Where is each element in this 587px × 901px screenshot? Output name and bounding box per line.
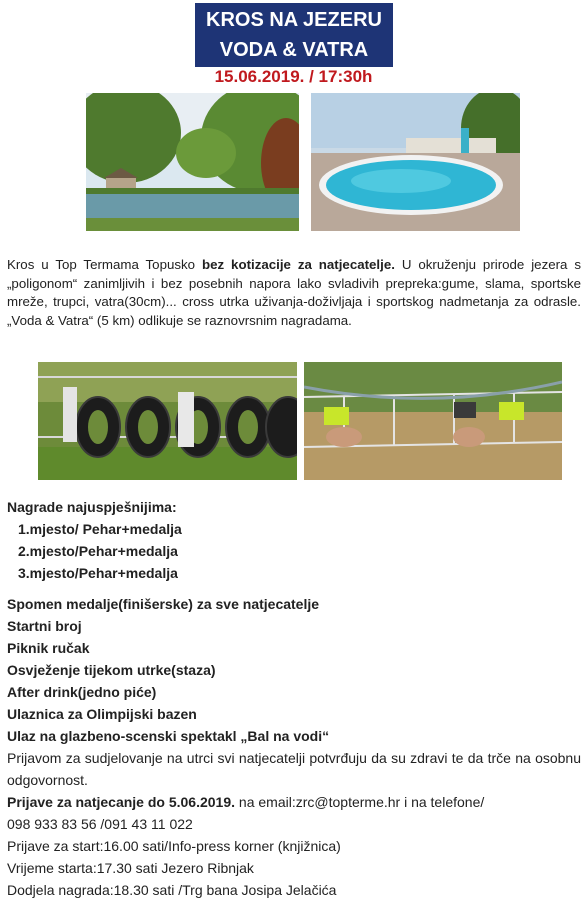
intro-part2: U okruženju prirode jezera s „poligonom“ zanimljivih i bez posebnih napora lako svladivih prepreka:gume, slama, sportske mreže, trupci, vatra(30cm)... cross utrka uživanja-doživljaja i sportskog nadmetanja za odrasle. „Voda & Vatra“ (5 km) odlikuje se raznovrsnim nagradama. <box>7 257 582 328</box>
event-title-line2: VODA & VATRA <box>219 39 369 61</box>
benefit-item: Osvježenje tijekom utrke(staza) <box>7 662 216 678</box>
benefit-item: Spomen medalje(finišerske) za sve natjecatelje <box>7 596 320 612</box>
schedule-item: Vrijeme starta:17.30 sati Jezero Ribnjak <box>7 860 254 876</box>
registration-contact: na email:zrc@topterme.hr i na telefone/ <box>235 794 485 810</box>
benefit-item: Ulaznica za Olimpijski bazen <box>7 706 197 722</box>
prize-item: 3.mjesto/Pehar+medalja <box>18 565 178 581</box>
prize-item: 2.mjesto/Pehar+medalja <box>18 543 178 559</box>
intro-part1: Kros u Top Termama Topusko <box>7 257 202 272</box>
net-crawl-photo <box>304 362 562 480</box>
event-title <box>195 3 393 67</box>
prize-item: 1.mjesto/ Pehar+medalja <box>18 521 182 537</box>
benefits-section <box>7 593 581 901</box>
registration-line <box>7 791 581 813</box>
registration-deadline: Prijave za natjecanje do 5.06.2019. <box>7 794 236 810</box>
benefit-item: After drink(jedno piće) <box>7 684 157 700</box>
tires-obstacle-photo <box>38 362 297 480</box>
schedule-item: Dodjela nagrada:18.30 sati /Trg bana Josipa Jelačića <box>7 882 337 898</box>
benefit-item: Startni broj <box>7 618 82 634</box>
event-title-line1: KROS NA JEZERU <box>206 9 382 31</box>
health-note: Prijavom za sudjelovanje na utrci svi natjecatelji potvrđuju da su zdravi te da trče na osobnu odgovornost. <box>7 750 581 788</box>
schedule-item: Prijave za start:16.00 sati/Info-press korner (knjižnica) <box>7 838 341 854</box>
pool-photo <box>311 93 520 231</box>
intro-paragraph <box>7 256 581 330</box>
lake-photo <box>86 93 299 231</box>
prizes-heading: Nagrade najuspješnijima: <box>7 499 177 515</box>
intro-bold: bez kotizacije za natjecatelje. <box>201 257 395 272</box>
benefit-item: Piknik ručak <box>7 640 90 656</box>
event-date: 15.06.2019. / 17:30h <box>214 67 373 86</box>
benefit-item: Ulaz na glazbeno-scenski spektakl „Bal na vodi“ <box>7 728 330 744</box>
prizes-section <box>7 496 581 584</box>
registration-phones: 098 933 83 56 /091 43 11 022 <box>7 816 193 832</box>
